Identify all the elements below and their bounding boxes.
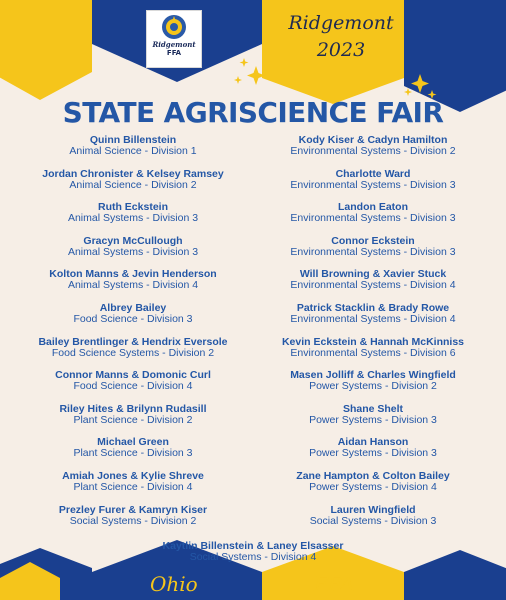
entry-item [258, 404, 488, 426]
logo-school-text: Ridgemont [152, 40, 196, 49]
entry-division: Environmental Systems - Division 3 [290, 212, 456, 225]
entry-division: Social Systems - Division 3 [309, 514, 437, 527]
entry-item [258, 505, 488, 527]
entry-name: Patrick Stacklin & Brady Rowe [296, 301, 450, 314]
entry-name: Kevin Eckstein & Hannah McKinniss [281, 335, 465, 348]
footer-ohio-text: Ohio [150, 572, 198, 596]
entry-division: Social Systems - Division 4 [189, 551, 317, 563]
ffa-emblem-icon [161, 14, 187, 40]
entry-item [18, 135, 248, 157]
entry-item [258, 236, 488, 258]
entry-division: Environmental Systems - Division 2 [290, 145, 456, 157]
entry-item [18, 337, 248, 359]
entry-division: Food Science - Division 3 [73, 312, 193, 325]
entry-item [18, 202, 248, 224]
entry-item [18, 505, 248, 527]
entry-division: Environmental Systems - Division 4 [290, 312, 456, 325]
entry-division: Power Systems - Division 3 [309, 413, 437, 426]
entry-name: Aidan Hanson [337, 436, 409, 449]
logo-ffa-text: FFA [166, 49, 182, 57]
bottom-entry [0, 541, 506, 563]
entry-name: Prezley Furer & Kamryn Kiser [58, 503, 208, 516]
entry-name: Charlotte Ward [335, 167, 411, 180]
entry-item [18, 169, 248, 191]
entry-name: Michael Green [97, 436, 169, 449]
entry-name: Will Browning & Xavier Stuck [299, 268, 447, 281]
entry-division: Animal Systems - Division 3 [67, 212, 199, 225]
entry-division: Plant Science - Division 4 [73, 480, 193, 493]
left-entry-column [18, 135, 248, 538]
entry-name: Lauren Wingfield [330, 503, 416, 516]
entry-name: Kaytlin Billenstein & Laney Elsasser [162, 540, 344, 552]
entry-name: Shane Shelt [342, 402, 404, 415]
entry-name: Masen Jolliff & Charles Wingfield [290, 369, 456, 382]
entry-name: Quinn Billenstein [89, 134, 177, 146]
entry-division: Food Science - Division 4 [73, 380, 193, 393]
entry-name: Kody Kiser & Cadyn Hamilton [298, 134, 448, 146]
entry-item [18, 404, 248, 426]
entry-division: Environmental Systems - Division 3 [290, 178, 456, 191]
entry-item [258, 337, 488, 359]
entry-name: Bailey Brentlinger & Hendrix Eversole [38, 335, 228, 348]
entry-division: Power Systems - Division 2 [309, 380, 437, 393]
entry-name: Ruth Eckstein [97, 201, 168, 214]
entry-division: Power Systems - Division 3 [309, 447, 437, 460]
entry-division: Social Systems - Division 2 [69, 514, 197, 527]
entry-division: Animal Science - Division 2 [69, 178, 197, 191]
school-name: Ridgemont [288, 12, 394, 34]
entry-name: Albrey Bailey [99, 301, 167, 314]
ridgemont-ffa-logo [146, 10, 202, 68]
entry-item [18, 370, 248, 392]
entry-division: Plant Science - Division 2 [73, 413, 193, 426]
entry-division: Environmental Systems - Division 3 [290, 245, 456, 258]
entry-division: Plant Science - Division 3 [73, 447, 193, 460]
entry-name: Zane Hampton & Colton Bailey [296, 469, 450, 482]
entry-item [18, 437, 248, 459]
entry-name: Riley Hites & Brilynn Rudasill [59, 402, 207, 415]
entry-item [18, 269, 248, 291]
entry-item [258, 437, 488, 459]
entry-division: Food Science Systems - Division 2 [51, 346, 215, 359]
entry-division: Environmental Systems - Division 4 [290, 279, 456, 292]
entry-division: Animal Systems - Division 3 [67, 245, 199, 258]
entry-item [18, 236, 248, 258]
entry-name: Landon Eaton [338, 201, 408, 214]
entry-item [258, 169, 488, 191]
page-title: STATE AGRISCIENCE FAIR [62, 96, 444, 129]
entry-item [258, 303, 488, 325]
entry-name: Connor Manns & Domonic Curl [55, 369, 211, 382]
entry-division: Animal Systems - Division 4 [67, 279, 199, 292]
entry-item [258, 269, 488, 291]
entry-item [258, 202, 488, 224]
entry-item [258, 135, 488, 157]
entry-name: Jordan Chronister & Kelsey Ramsey [42, 167, 224, 180]
right-entry-column [258, 135, 488, 538]
header-school-year [286, 12, 396, 62]
entry-division: Environmental Systems - Division 6 [290, 346, 456, 359]
entry-name: Amiah Jones & Kylie Shreve [62, 469, 204, 482]
entry-item [258, 471, 488, 493]
entry-item [18, 303, 248, 325]
event-year: 2023 [316, 39, 366, 61]
entry-item [18, 471, 248, 493]
footer-ffa-text: FFA [314, 572, 355, 596]
entry-item [258, 370, 488, 392]
entry-division: Animal Science - Division 1 [69, 145, 197, 157]
entry-name: Gracyn McCullough [83, 234, 183, 247]
entry-name: Kolton Manns & Jevin Henderson [49, 268, 217, 281]
entry-division: Power Systems - Division 4 [309, 480, 437, 493]
entry-name: Connor Eckstein [331, 234, 415, 247]
